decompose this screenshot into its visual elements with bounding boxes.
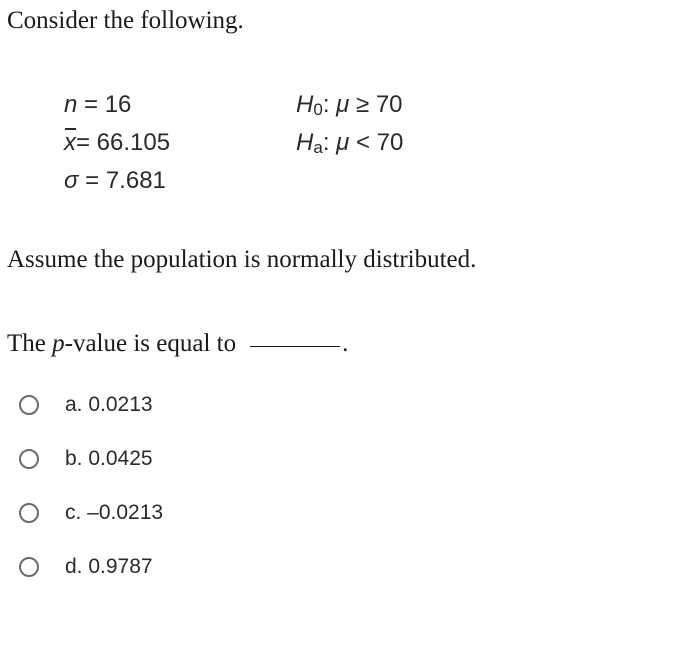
sigma-symbol: σ	[64, 167, 79, 194]
answer-options	[19, 378, 163, 594]
h0-condition: ≥ 70	[349, 91, 403, 118]
intro-text: Consider the following.	[7, 7, 244, 34]
option-d-label[interactable]: d. 0.9787	[65, 555, 153, 578]
ha-subscript: a	[313, 138, 323, 157]
ha-mu: μ	[336, 129, 350, 156]
h0-colon: :	[322, 91, 337, 118]
h0-mu: μ	[336, 91, 350, 118]
option-b[interactable]	[19, 432, 163, 486]
population-sd	[64, 162, 170, 200]
ha-colon: :	[322, 129, 337, 156]
question-text	[7, 327, 348, 361]
null-hypothesis	[296, 86, 403, 124]
sample-mean	[64, 124, 170, 162]
assumption-text: Assume the population is normally distributed.	[7, 246, 477, 273]
h0-symbol: H	[296, 91, 314, 118]
answer-blank	[250, 346, 340, 347]
p-italic: p	[52, 330, 65, 357]
radio-button-icon[interactable]	[19, 557, 39, 577]
radio-button-icon[interactable]	[19, 449, 39, 469]
ha-condition: < 70	[349, 129, 404, 156]
question-middle: -value is equal to	[64, 330, 237, 357]
xbar-symbol: x	[64, 124, 76, 162]
question-prefix: The	[7, 330, 53, 357]
option-c-label[interactable]: c. –0.0213	[65, 501, 164, 524]
option-b-label[interactable]: b. 0.0425	[65, 447, 153, 470]
radio-button-icon[interactable]	[19, 395, 39, 415]
n-value: = 16	[77, 91, 132, 118]
h0-subscript: 0	[313, 100, 323, 119]
xbar-value: = 66.105	[76, 129, 171, 156]
ha-symbol: H	[296, 129, 314, 156]
radio-button-icon[interactable]	[19, 503, 39, 523]
n-symbol: n	[64, 91, 78, 118]
option-d[interactable]	[19, 540, 163, 594]
given-values	[64, 86, 170, 200]
option-a[interactable]	[19, 378, 163, 432]
alternative-hypothesis	[296, 124, 403, 162]
hypotheses	[296, 86, 403, 162]
question-suffix: .	[342, 330, 349, 357]
option-c[interactable]	[19, 486, 163, 540]
option-a-label[interactable]: a. 0.0213	[65, 393, 153, 416]
sigma-value: = 7.681	[78, 167, 166, 194]
sample-size	[64, 86, 170, 124]
